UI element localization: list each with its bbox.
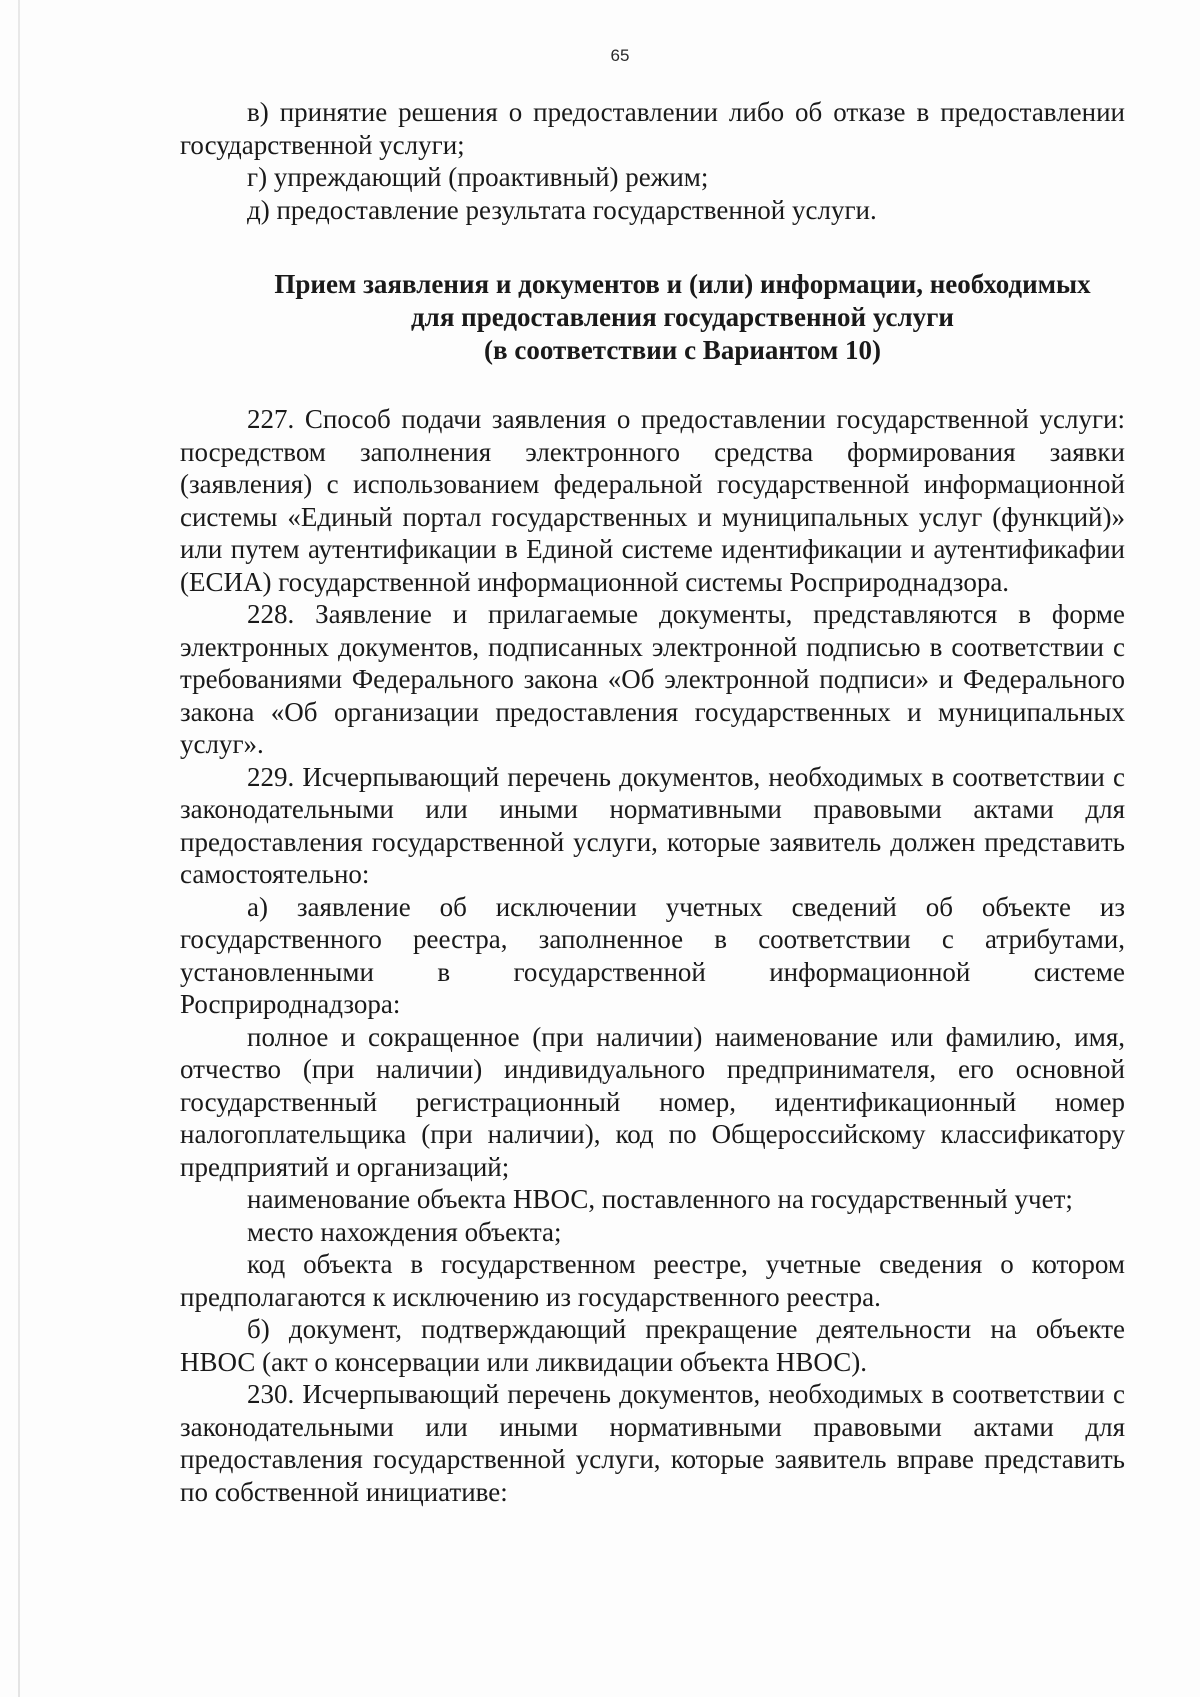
paragraph-229-a-item-1: полное и сокращенное (при наличии) наименование или фамилию, имя, отчество (при наличии) индивидуального предпринимателя, его основной государственный регистрационный номер, идентификационный номер налогоплательщика (при наличии), код по Общероссийскому классификатору предприятий и организаций; (180, 1021, 1125, 1182)
paragraph-227: 227. Способ подачи заявления о предоставлении государственной услуги: посредством заполнения электронного средства формирования заявки (заявления) с использованием федеральной государственной информационной системы «Единый портал государственных и муниципальных услуг (функций)» или путем аутентификации в Единой системе идентификации и аутентификафии (ЕСИА) государственной информационной системы Росприроднадзора. (180, 404, 1125, 597)
paragraph-229: 229. Исчерпывающий перечень документов, необходимых в соответствии с законодательными или иными нормативными правовыми актами для предоставления государственной услуги, которые заявитель должен представить самостоятельно: (180, 761, 1125, 889)
paragraph-229-a-item-3: место нахождения объекта; (247, 1216, 562, 1247)
intro-item-d: д) предоставление результата государственной услуги. (247, 194, 877, 225)
intro-item-v: в) принятие решения о предоставлении либо об отказе в предоставлении государственной услуги; (180, 97, 1125, 160)
paragraph-229-a-item-4: код объекта в государственном реестре, учетные сведения о котором предполагаются к исключению из государственного реестра. (180, 1249, 1125, 1312)
paragraph-229-a: а) заявление об исключении учетных сведений об объекте из государственного реестра, заполненное в соответствии с атрибутами, установленными в государственной информационной системе Росприроднадзора: (180, 891, 1125, 1019)
section-heading-line-2: для предоставления государственной услуги (411, 302, 954, 332)
page-number: 65 (610, 46, 630, 65)
scan-edge-shadow (18, 0, 20, 1697)
paragraph-229-a-item-2: наименование объекта НВОС, поставленного на государственный учет; (247, 1184, 1073, 1214)
section-heading-line-3: (в соответствии с Вариантом 10) (484, 335, 881, 365)
section-heading (180, 268, 1125, 367)
paragraph-228: 228. Заявление и прилагаемые документы, представляются в форме электронных документов, подписанных электронной подписью в соответствии с требованиями Федерального закона «Об электронной подписи» и Федерального закона «Об организации предоставления государственных и муниципальных услуг». (180, 599, 1125, 759)
paragraph-229-b: б) документ, подтверждающий прекращение деятельности на объекте НВОС (акт о консервации или ликвидации объекта НВОС). (180, 1314, 1125, 1377)
document-body (180, 96, 1125, 1508)
intro-item-g: г) упреждающий (проактивный) режим; (247, 162, 709, 192)
section-heading-line-1: Прием заявления и документов и (или) информации, необходимых (274, 269, 1091, 299)
paragraph-230: 230. Исчерпывающий перечень документов, необходимых в соответствии с законодательными или иными нормативными правовыми актами для предоставления государственной услуги, которые заявитель вправе представить по собственной инициативе: (180, 1379, 1125, 1507)
